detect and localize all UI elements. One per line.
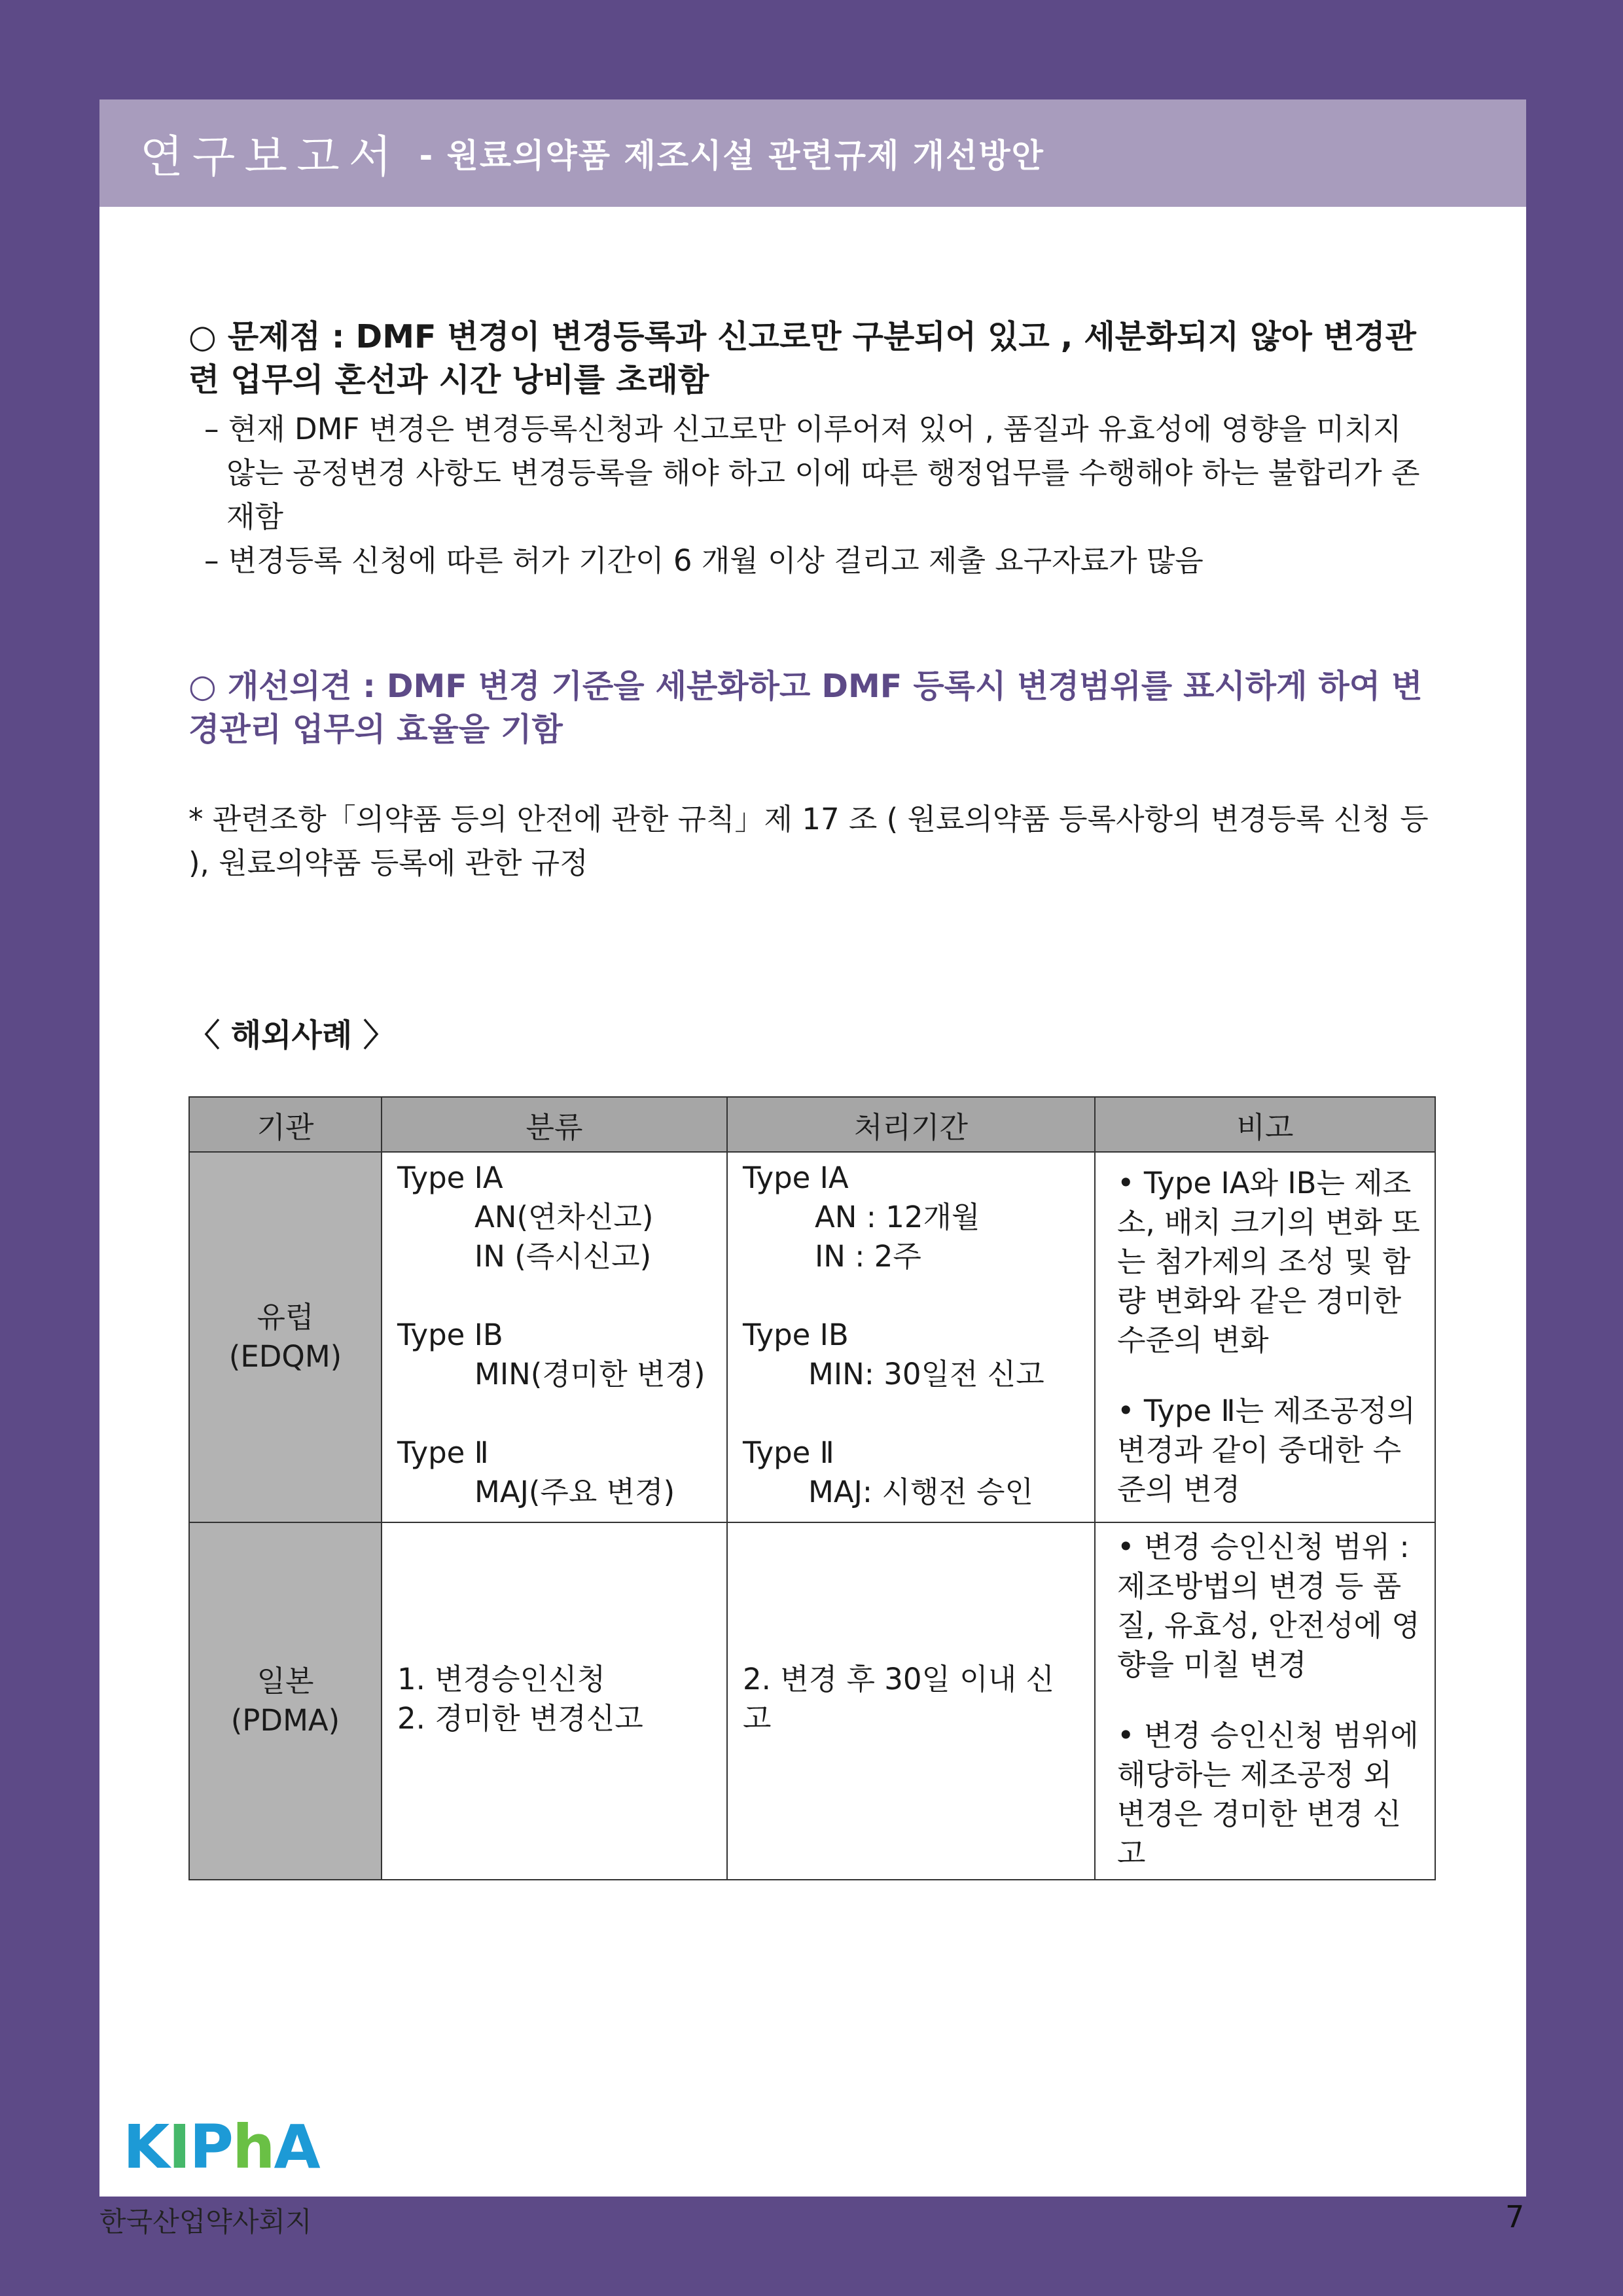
org-cell	[189, 1522, 382, 1880]
header-band	[99, 99, 1526, 207]
type-item: MAJ(주요 변경)	[474, 1475, 675, 1509]
class-item: 1. 변경승인신청	[397, 1662, 606, 1696]
period-cell	[727, 1522, 1095, 1880]
column-header: 비고	[1095, 1097, 1435, 1152]
table-header-row	[189, 1097, 1435, 1152]
column-header: 기관	[189, 1097, 382, 1152]
type-label: Type Ⅱ	[397, 1435, 489, 1470]
report-label: 연구보고서	[140, 131, 401, 183]
footer-org-name: 한국산업약사회지	[99, 2206, 312, 2238]
problem-bullet: – 현재 DMF 변경은 변경등록신청과 신고로만 이루어져 있어 , 품질과 유효성에 영향을 미치지 않는 공정변경 사항도 변경등록을 해야 하고 이에 따른 행정업무를 수행해야 하는 불합리가 존재함	[204, 412, 1420, 534]
main-content	[188, 315, 1435, 1055]
period-cell	[727, 1152, 1095, 1522]
type-item: MIN(경미한 변경)	[474, 1357, 705, 1391]
org-abbr: (EDQM)	[228, 1339, 342, 1374]
remark-cell	[1095, 1522, 1435, 1880]
section-title: 〈 해외사례 〉	[188, 1017, 395, 1054]
improvement-heading: ○ 개선의견 : DMF 변경 기준을 세분화하고 DMF 등록시 변경범위를 표시하게 하여 변경관리 업무의 효율을 기함	[188, 668, 1423, 748]
report-subtitle: - 원료의약품 제조시설 관련규제 개선방안	[419, 137, 1044, 175]
class-item: 2. 경미한 변경신고	[397, 1701, 643, 1736]
problem-bullets	[188, 407, 1435, 583]
org-cell	[189, 1152, 382, 1522]
page-number: 7	[1505, 2199, 1525, 2234]
column-header: 분류	[382, 1097, 727, 1152]
overseas-cases-table	[188, 1096, 1436, 1880]
type-label: Type ⅠB	[397, 1318, 503, 1352]
regulation-note: * 관련조항「의약품 등의 안전에 관한 규칙」제 17 조 ( 원료의약품 등록사항의 변경등록 신청 등 ), 원료의약품 등록에 관한 규정	[188, 802, 1429, 880]
period-item: MAJ: 시행전 승인	[808, 1475, 1034, 1509]
period-item: AN : 12개월	[815, 1200, 980, 1234]
class-cell	[382, 1152, 727, 1522]
type-label: Type ⅠA	[743, 1160, 849, 1195]
remark-text: • Type Ⅱ는 제조공정의 변경과 같이 중대한 수준의 변경	[1117, 1393, 1416, 1507]
problem-bullet: – 변경등록 신청에 따른 허가 기간이 6 개월 이상 걸리고 제출 요구자료가 많음	[204, 543, 1204, 578]
period-item: IN : 2주	[815, 1239, 921, 1274]
period-item: 2. 변경 후 30일 이내 신고	[743, 1662, 1055, 1736]
org-name: 일본	[257, 1664, 314, 1698]
column-header: 처리기간	[727, 1097, 1095, 1152]
type-item: IN (즉시신고)	[474, 1239, 652, 1274]
type-item: AN(연차신고)	[474, 1200, 654, 1234]
type-label: Type Ⅱ	[743, 1435, 834, 1470]
remark-text: • 변경 승인신청 범위 : 제조방법의 변경 등 품질, 유효성, 안전성에 영향을 미칠 변경	[1117, 1530, 1420, 1682]
class-cell	[382, 1522, 727, 1880]
problem-heading: ○ 문제점 : DMF 변경이 변경등록과 신고로만 구분되어 있고 , 세분화되지 않아 변경관련 업무의 혼선과 시간 낭비를 초래함	[188, 318, 1416, 399]
org-name: 유럽	[257, 1300, 314, 1335]
table-row-japan	[189, 1522, 1435, 1880]
remark-text: • 변경 승인신청 범위에 해당하는 제조공정 외 변경은 경미한 변경 신고	[1117, 1718, 1419, 1871]
kipha-logo: KIPhA	[123, 2112, 319, 2182]
remark-cell	[1095, 1152, 1435, 1522]
table-row-europe	[189, 1152, 1435, 1522]
period-item: MIN: 30일전 신고	[808, 1357, 1044, 1391]
org-abbr: (PDMA)	[230, 1703, 340, 1738]
type-label: Type ⅠB	[743, 1318, 849, 1352]
remark-text: • Type ⅠA와 ⅠB는 제조소, 배치 크기의 변화 또는 첨가제의 조성 및 함량 변화와 같은 경미한 수준의 변화	[1117, 1166, 1420, 1357]
type-label: Type ⅠA	[397, 1160, 503, 1195]
